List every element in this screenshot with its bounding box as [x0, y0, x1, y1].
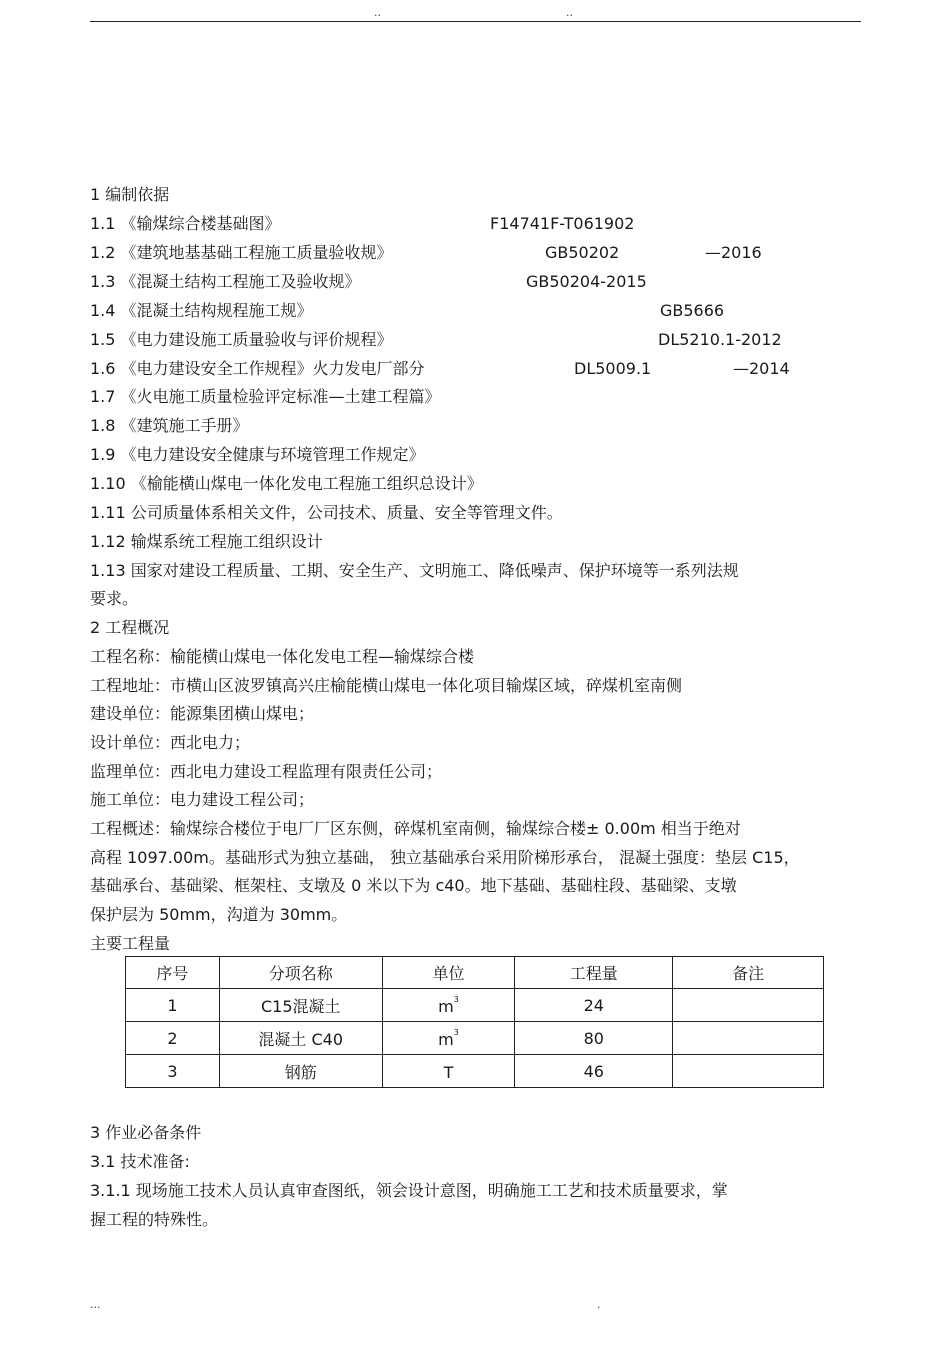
basis-item: 1.5 《电力建设施工质量验收与评价规程》 [90, 330, 393, 349]
cell-no: 3 [126, 1055, 220, 1088]
section-2-heading: 2 工程概况 [90, 618, 170, 637]
cell-no: 1 [126, 989, 220, 1022]
footer-dots-right: . [597, 1298, 601, 1311]
unit-text: m [438, 996, 454, 1016]
cell-unit [382, 989, 515, 1022]
conditions-line: 握工程的特殊性。 [90, 1210, 219, 1229]
unit-superscript: 3 [453, 994, 459, 1004]
cell-name: 混凝土 C40 [219, 1022, 382, 1055]
table-row [126, 1055, 824, 1088]
basis-item: 1.12 输煤系统工程施工组织设计 [90, 532, 323, 551]
table-row [126, 989, 824, 1022]
overview-line: 工程名称：榆能横山煤电一体化发电工程—输煤综合楼 [90, 647, 475, 666]
overview-line: 监理单位：西北电力建设工程监理有限责任公司； [90, 762, 443, 781]
subsection-heading: 3.1 技术准备: [90, 1152, 190, 1171]
unit-text: T [443, 1062, 454, 1082]
column-header: 备注 [673, 957, 824, 989]
basis-item-ref-year: —2016 [705, 243, 762, 262]
basis-item-ref: F14741F-T061902 [490, 214, 635, 233]
table-row [126, 1022, 824, 1055]
cell-note [673, 989, 824, 1022]
basis-item: 1.8 《建筑施工手册》 [90, 416, 249, 435]
footer-dots-left: ... [90, 1298, 101, 1311]
column-header: 单位 [382, 957, 515, 989]
basis-item: 1.1 《输煤综合楼基础图》 [90, 214, 281, 233]
cell-unit [382, 1055, 515, 1088]
section-1-heading: 1 编制依据 [90, 185, 170, 204]
overview-line: 设计单位：西北电力； [90, 733, 251, 752]
basis-item: 1.4 《混凝土结构规程施工规》 [90, 301, 313, 320]
column-header: 序号 [126, 957, 220, 989]
cell-name: C15混凝土 [219, 989, 382, 1022]
basis-item-ref: GB50204-2015 [526, 272, 647, 291]
basis-item: 1.2 《建筑地基基础工程施工质量验收规》 [90, 243, 393, 262]
overview-line: 工程概述：输煤综合楼位于电厂厂区东侧，碎煤机室南侧，输煤综合楼± 0.00m 相当于绝对 [90, 819, 741, 838]
cell-note [673, 1055, 824, 1088]
basis-item: 1.6 《电力建设安全工作规程》火力发电厂部分 [90, 359, 425, 378]
basis-item: 1.13 国家对建设工程质量、工期、安全生产、文明施工、降低噪声、保护环境等一系列法规 [90, 561, 739, 580]
column-header: 分项名称 [219, 957, 382, 989]
basis-item: 1.9 《电力建设安全健康与环境管理工作规定》 [90, 445, 425, 464]
basis-item-ref-year: —2014 [733, 359, 790, 378]
cell-unit [382, 1022, 515, 1055]
basis-item-ref: GB50202 [545, 243, 620, 262]
cell-note [673, 1022, 824, 1055]
table-header-row [126, 957, 824, 989]
basis-item-ref: DL5210.1-2012 [658, 330, 782, 349]
header-dots-right: .. [566, 6, 573, 19]
cell-name: 钢筋 [219, 1055, 382, 1088]
header-dots-left: .. [374, 6, 381, 19]
conditions-line: 3.1.1 现场施工技术人员认真审查图纸，领会设计意图，明确施工工艺和技术质量要求，掌 [90, 1181, 728, 1200]
cell-qty: 46 [515, 1055, 673, 1088]
basis-item-ref: DL5009.1 [574, 359, 652, 378]
header-rule [90, 21, 861, 22]
basis-item: 1.10 《榆能横山煤电一体化发电工程施工组织总设计》 [90, 474, 483, 493]
basis-item-ref: GB5666 [660, 301, 725, 320]
cell-qty: 24 [515, 989, 673, 1022]
basis-item: 1.11 公司质量体系相关文件，公司技术、质量、安全等管理文件。 [90, 503, 563, 522]
basis-item: 1.7 《火电施工质量检验评定标准—土建工程篇》 [90, 387, 441, 406]
cell-qty: 80 [515, 1022, 673, 1055]
overview-line: 高程 1097.00m。基础形式为独立基础， 独立基础承台采用阶梯形承台， 混凝土强度：垫层 C15， [90, 848, 800, 867]
overview-line: 建设单位：能源集团横山煤电； [90, 704, 315, 723]
overview-line: 施工单位：电力建设工程公司； [90, 790, 315, 809]
quantities-table [125, 956, 824, 1088]
unit-superscript: 3 [453, 1027, 459, 1037]
overview-line: 基础承台、基础梁、框架柱、支墩及 0 米以下为 c40。地下基础、基础柱段、基础梁、支墩 [90, 876, 737, 895]
unit-text: m [438, 1029, 454, 1049]
basis-item: 要求。 [90, 589, 139, 608]
section-3-heading: 3 作业必备条件 [90, 1123, 202, 1142]
basis-item: 1.3 《混凝土结构工程施工及验收规》 [90, 272, 361, 291]
quantities-caption: 主要工程量 [90, 934, 171, 953]
overview-line: 保护层为 50mm，沟道为 30mm。 [90, 905, 348, 924]
cell-no: 2 [126, 1022, 220, 1055]
overview-line: 工程地址：市横山区波罗镇高兴庄榆能横山煤电一体化项目输煤区域，碎煤机室南侧 [90, 676, 683, 695]
column-header: 工程量 [515, 957, 673, 989]
